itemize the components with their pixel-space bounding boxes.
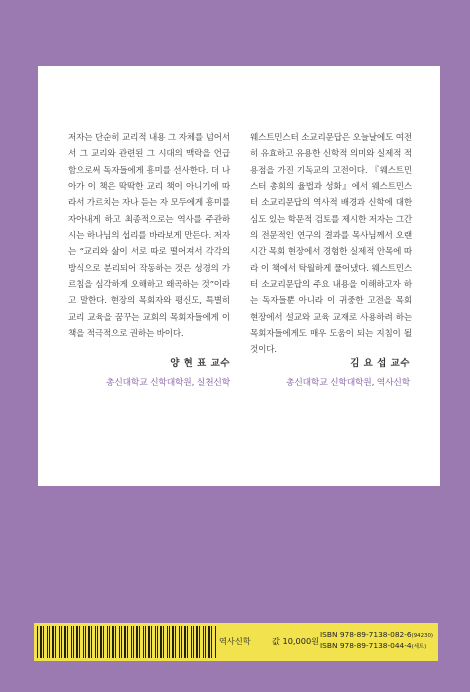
isbn-block <box>320 630 433 652</box>
reviewer-left <box>68 355 230 388</box>
category-label: 역사신학 <box>219 636 251 646</box>
barcode-strip <box>34 623 438 661</box>
reviewer-right-name: 김 요 섭 교수 <box>350 358 410 369</box>
reviewer-right <box>248 355 410 388</box>
reviewer-left-name: 양 현 표 교수 <box>170 358 230 369</box>
isbn-1: ISBN 978-89-7138-082-6 <box>320 630 412 639</box>
isbn-2-suffix: (세트) <box>411 643 427 650</box>
endorsement-panel <box>38 66 440 486</box>
review-right <box>250 130 412 359</box>
review-left-text: 저자는 단순히 교리적 내용 그 자체를 넘어서서 그 교리와 관련된 그 시대의 맥락을 언급함으로써 독자들에게 흥미를 선사한다. 더 나아가 이 책은 딱딱한 교리 책이 아니기에 따라서 가르치는 자나 듣는 자 모두에게 흥미를 자아내게 하고 최종적으로는 역사를 주관하시는 하나님의 섭리를 바라보게 만든다. 저자는 “교리와 삶이 서로 따로 떨어져서 각각의 방식으로 분리되어 작동하는 것은 성경의 가르침을 심각하게 오해하고 왜곡하는 것”이라고 말한다. 현장의 목회자와 평신도, 특별히 교리 교육을 꿈꾸는 교회의 목회자들에게 이 책을 적극적으로 권하는 바이다. <box>68 133 230 339</box>
isbn-line-1 <box>320 630 433 641</box>
isbn-1-suffix: (94230) <box>411 633 433 639</box>
barcode-icon <box>37 626 217 658</box>
reviewer-right-affiliation: 총신대학교 신학대학원, 역사신학 <box>286 378 410 388</box>
review-right-text: 웨스트민스터 소교리문답은 오늘날에도 여전히 유효하고 유용한 신학적 의미와 실제적 적용점을 가진 기독교의 고전이다. 『웨스트민스터 총회의 율법과 성화』에서 웨스트민스터 소교리문답의 역사적 배경과 신학에 대한 심도 있는 학문적 검토를 제시한 저자는 그간의 전문적인 연구의 결과를 목사님께서 오랜 시간 목회 현장에서 경험한 실제적 안목에 따라 이 책에서 탁월하게 풀어냈다. 웨스트민스터 소교리문답의 주요 내용을 이해하고자 하는 독자들뿐 아니라 이 귀중한 고전을 목회 현장에서 설교와 교육 교재로 사용하려 하는 목회자들에게도 매우 도움이 되는 지침이 될 것이다. <box>250 133 412 356</box>
isbn-line-2 <box>320 641 433 652</box>
review-left <box>68 130 230 342</box>
isbn-2: ISBN 978-89-7138-044-4 <box>320 640 412 650</box>
reviewer-left-affiliation: 총신대학교 신학대학원, 실천신학 <box>106 378 230 388</box>
price-label: 값 10,000원 <box>272 636 320 646</box>
